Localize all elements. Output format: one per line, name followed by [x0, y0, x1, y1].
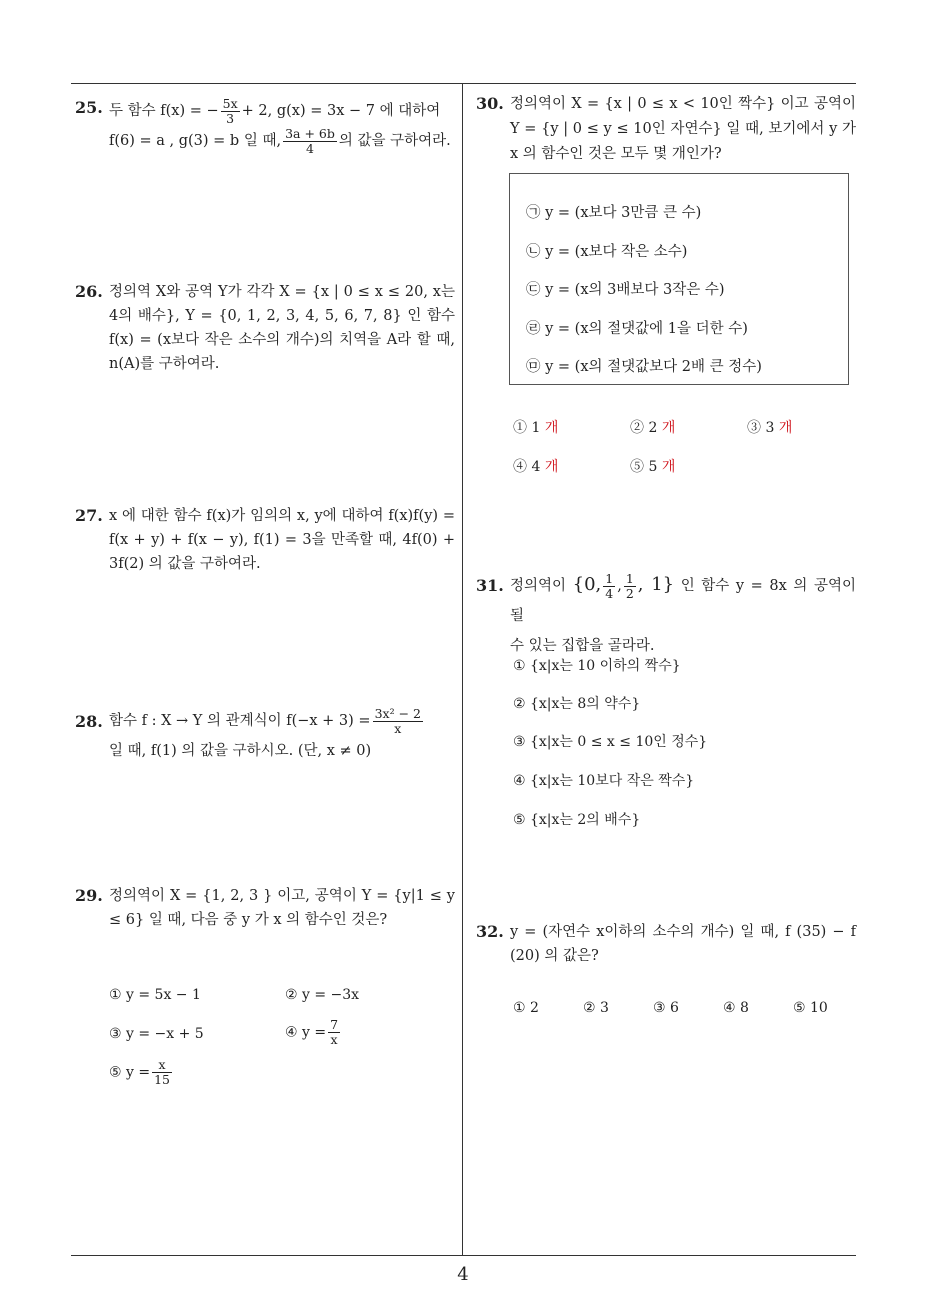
q25-fraction-2: $\frac{3a + 6b}{4}$: [285, 125, 335, 156]
q31-option-4[interactable]: ④ {x|x는 10보다 작은 짝수}: [513, 773, 695, 789]
question-31: 31. 정의역이 {0, $\frac{1}{4}$ , $\frac{1}{2}$ , 1} 인 함수 y = 8x 의 공역이 될 수 있는 집합을 골라라.: [476, 570, 856, 661]
question-29: [75, 884, 455, 932]
q31-option-5[interactable]: ⑤ {x|x는 2의 배수}: [513, 812, 641, 828]
q31-fraction-1: $\frac{1}{4}$: [605, 570, 614, 601]
question-number: 28.: [75, 712, 103, 731]
q25-text-d: 의 값을 구하여라.: [338, 133, 451, 149]
question-number: 27.: [75, 506, 103, 525]
q31-option-3[interactable]: ③ {x|x는 0 ≤ x ≤ 10인 정수}: [513, 734, 708, 750]
question-30: [476, 92, 856, 167]
column-divider: [462, 84, 463, 1256]
question-25: [75, 96, 455, 156]
q30-box-item-3: ㉢ y = (x의 3배보다 3작은 수): [526, 282, 725, 298]
q30-option-1[interactable]: ① 1 개: [513, 420, 559, 436]
q30-box-item-1: ㉠ y = (x보다 3만큼 큰 수): [526, 205, 702, 221]
q29-option-5[interactable]: ⑤ y = $\frac{x}{15}$: [109, 1057, 170, 1087]
q29-option-4[interactable]: ④ y = $\frac{7}{x}$: [285, 1017, 339, 1047]
q32-option-2[interactable]: ② 3: [583, 1000, 609, 1016]
q32-option-3[interactable]: ③ 6: [653, 1000, 679, 1016]
bottom-rule: [71, 1255, 856, 1256]
q30-box-item-4: ㉣ y = (x의 절댓값에 1을 더한 수): [526, 321, 748, 337]
q29-option-1[interactable]: ① y = 5x − 1: [109, 987, 201, 1003]
q30-option-4[interactable]: ④ 4 개: [513, 459, 559, 475]
q32-option-1[interactable]: ① 2: [513, 1000, 539, 1016]
q25-text-b: + 2, g(x) = 3x − 7 에 대하여: [241, 103, 441, 119]
q29-text: 정의역이 X = {1, 2, 3 } 이고, 공역이 Y = {y|1 ≤ y ≤ 6} 일 때, 다음 중 y 가 x 의 함수인 것은?: [109, 888, 455, 928]
q30-example-box: [509, 173, 849, 385]
question-26: [75, 280, 455, 376]
q31-option-2[interactable]: ② {x|x는 8의 약수}: [513, 696, 641, 712]
question-number: 31.: [476, 576, 504, 595]
question-28: [75, 706, 455, 766]
q31-set-close: , 1}: [637, 574, 675, 595]
q28-fraction: $\frac{\text{3x² − 2}}{x}$: [374, 705, 421, 736]
q29-option-3[interactable]: ③ y = −x + 5: [109, 1026, 204, 1042]
q30-text: 정의역이 X = {x | 0 ≤ x < 10인 짝수} 이고 공역이 Y = {y | 0 ≤ y ≤ 10인 자연수} 일 때, 보기에서 y 가 x 의 함수인 것은 모두 몇 개인가?: [510, 96, 856, 162]
q31-text-b: 인 함수 y = 8x 의 공역이 될: [510, 578, 857, 624]
q31-fraction-2: $\frac{1}{2}$: [625, 570, 634, 601]
q30-option-2[interactable]: ② 2 개: [630, 420, 676, 436]
q30-box-item-2: ㉡ y = (x보다 작은 소수): [526, 244, 688, 260]
q29-option-2[interactable]: ② y = −3x: [285, 987, 360, 1003]
q30-option-3[interactable]: ③ 3 개: [747, 420, 793, 436]
question-27: [75, 504, 455, 576]
q32-option-5[interactable]: ⑤ 10: [793, 1000, 828, 1016]
q31-text-c: 수 있는 집합을 골라라.: [510, 638, 655, 654]
q25-text-c: f(6) = a , g(3) = b 일 때,: [109, 133, 282, 149]
question-number: 25.: [75, 98, 103, 117]
q30-box-item-5: ㉤ y = (x의 절댓값보다 2배 큰 정수): [526, 359, 762, 375]
q31-option-1[interactable]: ① {x|x는 10 이하의 짝수}: [513, 658, 681, 674]
top-rule: [71, 83, 856, 84]
q28-text-a: 함수 f : X → Y 의 관계식이 f(−x + 3) =: [109, 713, 371, 729]
q32-text: y = (자연수 x이하의 소수의 개수) 일 때, f (35) − f (20) 의 값은?: [510, 924, 856, 964]
q27-text: x 에 대한 함수 f(x)가 임의의 x, y에 대하여 f(x)f(y) = f(x + y) + f(x − y), f(1) = 3을 만족할 때, 4f(0) + 3f(2) 의 값을 구하여라.: [109, 508, 455, 572]
question-number: 26.: [75, 282, 103, 301]
q31-text-a: 정의역이: [510, 578, 567, 594]
question-32: [476, 920, 856, 968]
question-number: 29.: [75, 886, 103, 905]
q28-text-b: 일 때, f(1) 의 값을 구하시오. (단, x ≠ 0): [109, 743, 372, 759]
q26-text: 정의역 X와 공역 Y가 각각 X = {x | 0 ≤ x ≤ 20, x는 4의 배수}, Y = {0, 1, 2, 3, 4, 5, 6, 7, 8} 인 함수 f(x) = (x보다 작은 소수의 개수)의 치역을 A라 할 때, n(A)를 구하여라.: [109, 284, 455, 372]
q32-option-4[interactable]: ④ 8: [723, 1000, 749, 1016]
question-number: 30.: [476, 94, 504, 113]
question-number: 32.: [476, 922, 504, 941]
q25-fraction-1: $\frac{5x}{3}$: [222, 95, 238, 126]
q30-option-5[interactable]: ⑤ 5 개: [630, 459, 676, 475]
q25-text-a: 두 함수 f(x) = −: [109, 103, 219, 119]
q31-set-open: {0,: [572, 574, 602, 595]
page-number: 4: [457, 1264, 469, 1285]
